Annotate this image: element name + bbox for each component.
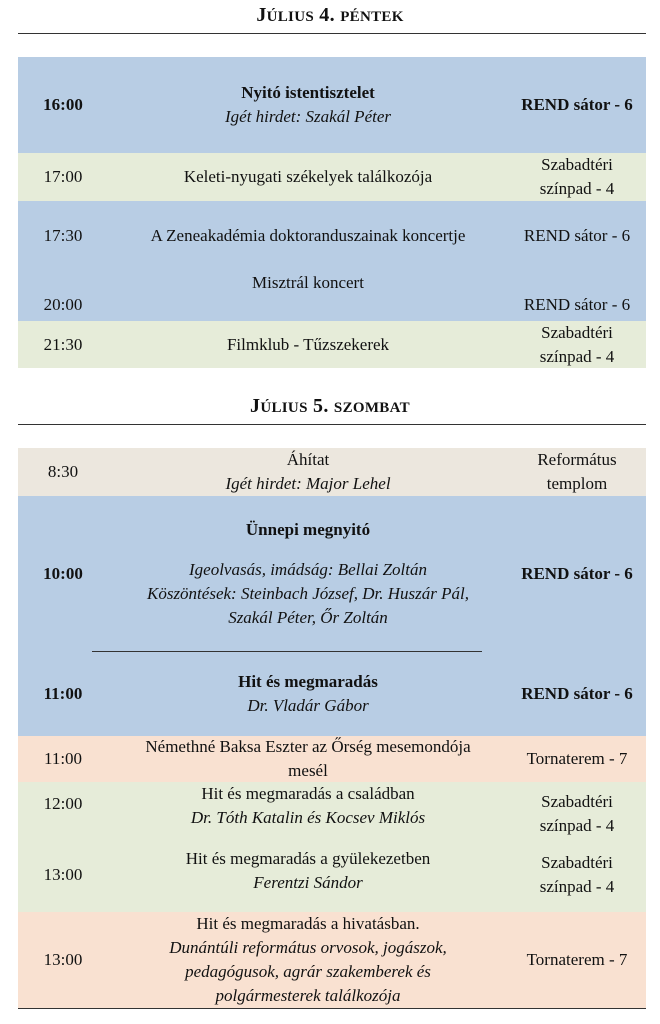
event-subtitle: Igét hirdet: Szakál Péter: [224, 107, 391, 126]
row-place: [508, 321, 646, 368]
schedule-row: [18, 271, 646, 321]
row-time: 8:30: [47, 462, 79, 481]
event-title: Nyitó istentisztelet: [241, 83, 375, 102]
row-time: 16:00: [43, 95, 83, 114]
place-line-2: színpad - 4: [539, 346, 615, 366]
event-title: Hit és megmaradás: [238, 672, 378, 691]
row-event: [108, 57, 508, 153]
event-subtitle: Ferentzi Sándor: [253, 873, 363, 892]
row-time: 12:00: [43, 794, 83, 813]
row-event: [108, 496, 508, 652]
row-event: [108, 782, 508, 837]
row-time: 20:00: [43, 295, 83, 314]
event-title: Filmklub - Tűzszekerek: [226, 334, 390, 354]
schedule-row: [18, 736, 646, 782]
event-subtitle: Dunántúli református orvosok, jogászok,: [169, 938, 447, 957]
title-rule: [18, 33, 646, 34]
event-title: Áhítat: [286, 450, 330, 469]
row-time: 10:00: [43, 564, 83, 583]
schedule-row: [18, 57, 646, 153]
bottom-rule: [18, 1008, 646, 1009]
event-title: Misztrál koncert: [252, 273, 364, 292]
row-event: [108, 652, 508, 736]
event-subtitle: polgármesterek találkozója: [215, 986, 401, 1005]
event-title: A Zeneakadémia doktoranduszainak koncertje: [150, 226, 466, 245]
schedule-row: [18, 153, 646, 201]
row-place: [508, 448, 646, 496]
schedule-row: [18, 448, 646, 496]
day-title-july-4: JÚLIUS 4. PÉNTEK: [256, 4, 404, 26]
event-title: Némethné Baksa Eszter az Őrség mesemondója: [145, 737, 471, 756]
schedule-row: [18, 837, 646, 912]
event-title: Hit és megmaradás a családban: [201, 784, 415, 803]
day-title-july-5: JÚLIUS 5. SZOMBAT: [250, 395, 410, 417]
schedule-row: [18, 201, 646, 271]
row-place: [508, 837, 646, 912]
event-subtitle: Igét hirdet: Major Lehel: [225, 474, 391, 493]
row-time: 13:00: [43, 950, 83, 969]
row-event: [108, 837, 508, 912]
event-title-cont: mesél: [288, 761, 328, 780]
place-line-1: Szabadtéri: [541, 155, 613, 174]
row-place: Tornaterem - 7: [526, 749, 628, 768]
schedule-row: [18, 496, 646, 652]
row-time: 11:00: [43, 684, 83, 703]
event-subtitle: Köszöntések: Steinbach József, Dr. Huszár Pál,: [146, 584, 470, 603]
row-place: REND sátor - 6: [521, 564, 633, 583]
schedule-row: [18, 782, 646, 837]
event-subtitle: Dr. Vladár Gábor: [247, 696, 369, 715]
event-title: Ünnepi megnyitó: [245, 520, 371, 539]
row-time: 13:00: [43, 864, 83, 884]
row-place: REND sátor - 6: [523, 226, 631, 245]
event-subtitle: Szakál Péter, Őr Zoltán: [228, 608, 388, 627]
row-place: Tornaterem - 7: [526, 950, 628, 969]
place-line-1: Szabadtéri: [541, 852, 613, 872]
schedule-row: [18, 321, 646, 368]
row-place: [508, 782, 646, 837]
event-title: Keleti-nyugati székelyek találkozója: [183, 167, 433, 186]
event-subtitle: pedagógusok, agrár szakemberek és: [185, 962, 431, 981]
place-line-1: Református: [537, 450, 617, 469]
row-time: 21:30: [43, 334, 83, 354]
place-line-2: színpad - 4: [539, 816, 615, 835]
row-place: REND sátor - 6: [521, 684, 633, 703]
row-event: [108, 912, 508, 1008]
title-rule: [18, 424, 646, 425]
place-line-2: színpad - 4: [539, 179, 615, 198]
event-subtitle: Dr. Tóth Katalin és Kocsev Miklós: [190, 808, 426, 827]
event-subtitle: Igeolvasás, imádság: Bellai Zoltán: [189, 560, 427, 579]
row-event: [108, 448, 508, 496]
place-line-1: Szabadtéri: [541, 322, 613, 342]
row-place: [508, 153, 646, 201]
schedule-row: [18, 912, 646, 1008]
schedule-row: [18, 652, 646, 736]
row-event: [108, 736, 508, 782]
event-title: Hit és megmaradás a gyülekezetben: [185, 849, 431, 868]
row-place: REND sátor - 6: [523, 295, 631, 314]
place-line-2: templom: [546, 474, 608, 493]
row-place: REND sátor - 6: [521, 95, 633, 114]
row-time: 11:00: [43, 749, 83, 768]
row-time: 17:00: [43, 167, 83, 186]
event-title: Hit és megmaradás a hivatásban.: [196, 914, 420, 933]
row-time: 17:30: [43, 226, 83, 245]
place-line-2: színpad - 4: [539, 876, 615, 896]
place-line-1: Szabadtéri: [541, 792, 613, 811]
